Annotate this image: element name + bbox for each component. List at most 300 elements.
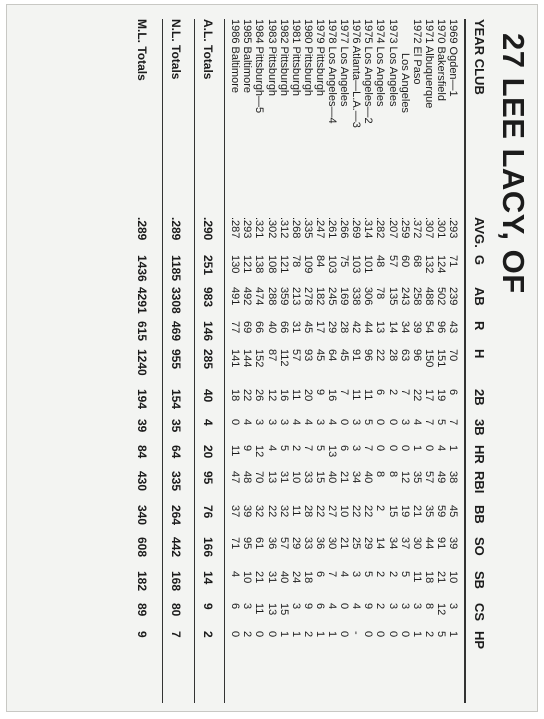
cell-hp: 1 xyxy=(313,631,326,638)
cell-sb: 31 xyxy=(265,571,278,584)
cell-r: 66 xyxy=(253,321,266,334)
cell-2b: 12 xyxy=(265,389,278,402)
total-g: 251 xyxy=(201,255,215,276)
cell-h: 22 xyxy=(374,349,387,362)
cell-sb: 10 xyxy=(447,571,459,584)
cell-h: 64 xyxy=(326,349,339,362)
cell-ab: 169 xyxy=(338,287,351,306)
cell-so: 30 xyxy=(410,537,423,550)
cell-rbi: 15 xyxy=(313,471,326,484)
cell-ab: 474 xyxy=(253,287,266,306)
cell-cs: 6 xyxy=(313,603,326,610)
cell-rbi: 70 xyxy=(253,471,266,484)
cell-avg: .302 xyxy=(265,217,278,239)
cell-avg: .268 xyxy=(289,217,302,239)
total-bb: 340 xyxy=(135,505,149,526)
cell-hr: 4 xyxy=(265,445,278,452)
cell-2b: 11 xyxy=(289,389,302,401)
cell-3b: 3 xyxy=(253,419,266,426)
total-rbi: 335 xyxy=(169,471,183,492)
cell-so: 34 xyxy=(386,537,399,550)
header-g: G xyxy=(472,255,487,266)
cell-hp: 0 xyxy=(362,631,375,638)
cell-year-club: 1986 Baltimore xyxy=(229,19,242,93)
cell-g: 132 xyxy=(422,255,435,274)
cell-cs: 3 xyxy=(410,603,423,610)
cell-sb: 18 xyxy=(301,571,314,584)
header-avg: AVG. xyxy=(472,217,487,248)
cell-ab: 359 xyxy=(277,287,290,306)
cell-avg: .293 xyxy=(447,217,459,239)
cell-rbi: 8 xyxy=(374,471,387,478)
cell-rbi: 38 xyxy=(447,471,459,484)
cell-hp: 2 xyxy=(241,631,254,638)
table-row xyxy=(362,19,374,703)
header-2b: 2B xyxy=(472,389,487,406)
total-2b: 40 xyxy=(201,389,215,403)
cell-hr: 5 xyxy=(313,445,326,452)
cell-bb: 22 xyxy=(313,505,326,518)
cell-3b: 5 xyxy=(434,419,447,426)
header-r: R xyxy=(472,321,487,331)
cell-g: 68 xyxy=(410,255,423,268)
cell-ab: 135 xyxy=(386,287,399,306)
cell-hr: 12 xyxy=(253,445,266,458)
cell-year-club: 1969 Ogden—1 xyxy=(447,19,459,97)
cell-bb: 32 xyxy=(253,505,266,518)
total-avg: .289 xyxy=(169,217,183,241)
cell-year-club: 1972 El Paso xyxy=(410,19,423,85)
cell-rbi: 49 xyxy=(434,471,447,484)
cell-3b: 0 xyxy=(338,419,351,426)
cell-rbi: 34 xyxy=(350,471,363,484)
cell-g: 130 xyxy=(229,255,242,274)
total-3b: 39 xyxy=(135,419,149,433)
cell-year-club: 1971 Albuquerque xyxy=(422,19,435,109)
cell-rbi: 31 xyxy=(277,471,290,484)
cell-hr: 1 xyxy=(410,445,423,452)
table-row xyxy=(423,19,435,703)
cell-bb: 32 xyxy=(277,505,290,518)
cell-avg: .269 xyxy=(350,217,363,239)
table-row xyxy=(253,19,265,703)
cell-rbi: 40 xyxy=(326,471,339,484)
cell-avg: .301 xyxy=(434,217,447,239)
cell-sb: 18 xyxy=(422,571,435,584)
cell-sb: 7 xyxy=(326,571,339,578)
cell-3b: 4 xyxy=(410,419,423,426)
cell-3b: 5 xyxy=(362,419,375,426)
totals-row xyxy=(167,19,183,703)
total-year-club: A.L. Totals xyxy=(201,19,215,80)
cell-ab: 278 xyxy=(301,287,314,306)
cell-h: 144 xyxy=(241,349,254,368)
cell-g: 109 xyxy=(301,255,314,274)
table-row xyxy=(290,19,302,703)
total-sb: 168 xyxy=(169,571,183,592)
cell-avg: .282 xyxy=(374,217,387,239)
total-3b: 4 xyxy=(201,419,215,426)
cell-h: 57 xyxy=(289,349,302,362)
total-h: 285 xyxy=(201,349,215,370)
cell-hr: 4 xyxy=(434,445,447,452)
total-so: 442 xyxy=(169,537,183,558)
cell-hr: 13 xyxy=(326,445,339,458)
cell-ab: 239 xyxy=(447,287,459,306)
totals-row xyxy=(199,19,215,703)
table-row xyxy=(241,19,253,703)
cell-r: 40 xyxy=(265,321,278,334)
cell-cs: 13 xyxy=(265,603,278,616)
cell-rbi: 12 xyxy=(398,471,411,484)
cell-3b: 3 xyxy=(350,419,363,426)
cell-3b: 4 xyxy=(289,419,302,426)
cell-cs: 11 xyxy=(253,603,266,615)
total-hp: 2 xyxy=(201,631,215,638)
cell-hr: 0 xyxy=(422,445,435,452)
cell-cs: 3 xyxy=(241,603,254,610)
cell-so: 29 xyxy=(362,537,375,550)
cell-2b: 7 xyxy=(398,389,411,396)
total-ab: 3308 xyxy=(169,287,183,314)
cell-bb: 2 xyxy=(374,505,387,512)
header-hp: HP xyxy=(472,631,487,650)
table-row xyxy=(266,19,278,703)
cell-2b: 11 xyxy=(350,389,363,401)
cell-avg: .247 xyxy=(313,217,326,239)
cell-g: 121 xyxy=(277,255,290,274)
total-sb: 14 xyxy=(201,571,215,585)
cell-g: 108 xyxy=(265,255,278,274)
cell-avg: .321 xyxy=(253,217,266,239)
player-title: 27 LEE LACY, OF xyxy=(496,33,531,294)
cell-so: 33 xyxy=(301,537,314,550)
cell-bb: 22 xyxy=(362,505,375,518)
cell-year-club: 1978 Los Angeles—4 xyxy=(326,19,339,124)
cell-bb: 11 xyxy=(289,505,302,517)
header-cs: CS xyxy=(472,603,487,622)
cell-rbi: 48 xyxy=(241,471,254,484)
total-2b: 154 xyxy=(169,389,183,410)
total-r: 615 xyxy=(135,321,149,342)
cell-hp: 5 xyxy=(434,631,447,638)
total-2b: 194 xyxy=(135,389,149,410)
cell-hp: 0 xyxy=(374,631,387,638)
cell-g: 84 xyxy=(313,255,326,268)
cell-ab: 488 xyxy=(422,287,435,306)
cell-sb: 10 xyxy=(241,571,254,584)
cell-cs: 9 xyxy=(301,603,314,610)
total-g: 1185 xyxy=(169,255,183,282)
cell-cs: 4 xyxy=(350,603,363,610)
cell-sb: 2 xyxy=(374,571,387,578)
cell-sb: 24 xyxy=(289,571,302,584)
table-row xyxy=(435,19,447,703)
total-bb: 76 xyxy=(201,505,215,519)
table-row xyxy=(229,19,241,703)
cell-r: 13 xyxy=(374,321,387,334)
cell-hr: 0 xyxy=(398,445,411,452)
cell-3b: 7 xyxy=(422,419,435,426)
cell-cs: 8 xyxy=(422,603,435,610)
cell-so: 61 xyxy=(253,537,266,550)
cell-hp: 1 xyxy=(447,631,459,638)
cell-2b: 6 xyxy=(374,389,387,396)
total-sb: 182 xyxy=(135,571,149,592)
cell-r: 54 xyxy=(422,321,435,334)
totals-rule-1 xyxy=(224,19,225,703)
cell-hr: 1 xyxy=(447,445,459,452)
header-bb: BB xyxy=(472,505,487,524)
cell-avg: .312 xyxy=(277,217,290,239)
cell-bb: 39 xyxy=(241,505,254,518)
total-r: 469 xyxy=(169,321,183,342)
cell-ab: 78 xyxy=(374,287,387,300)
cell-bb: 45 xyxy=(447,505,459,518)
cell-sb: 2 xyxy=(386,571,399,578)
cell-h: 63 xyxy=(398,349,411,362)
cell-sb: 3 xyxy=(350,571,363,578)
cell-year-club: 1981 Pittsburgh xyxy=(289,19,302,97)
cell-3b: 0 xyxy=(374,419,387,426)
cell-so: 71 xyxy=(229,537,242,550)
cell-h: 112 xyxy=(277,349,290,367)
total-h: 1240 xyxy=(135,349,149,376)
cell-hp: 0 xyxy=(253,631,266,638)
cell-rbi: 35 xyxy=(410,471,423,484)
cell-r: 77 xyxy=(229,321,242,334)
cell-so: 36 xyxy=(265,537,278,550)
total-avg: .290 xyxy=(201,217,215,241)
cell-2b: 17 xyxy=(422,389,435,402)
cell-cs: 0 xyxy=(338,603,351,610)
cell-hp: 1 xyxy=(326,631,339,638)
cell-rbi: 57 xyxy=(422,471,435,484)
cell-hr: 9 xyxy=(241,445,254,452)
cell-hp: 2 xyxy=(301,631,314,638)
table-row xyxy=(350,19,362,703)
cell-h: 87 xyxy=(265,349,278,362)
cell-h: 28 xyxy=(386,349,399,362)
cell-cs: 3 xyxy=(398,603,411,610)
cell-cs: 3 xyxy=(386,603,399,610)
cell-so: 21 xyxy=(338,537,351,550)
cell-ab: 491 xyxy=(229,287,242,306)
cell-ab: 213 xyxy=(289,287,302,306)
header-sb: SB xyxy=(472,571,487,590)
cell-bb: 15 xyxy=(386,505,399,518)
cell-g: 124 xyxy=(434,255,447,274)
cell-h: 91 xyxy=(350,349,363,362)
cell-3b: 3 xyxy=(313,419,326,426)
total-hp: 9 xyxy=(135,631,149,638)
cell-rbi: 40 xyxy=(362,471,375,484)
cell-hr: 0 xyxy=(374,445,387,452)
cell-avg: .259 xyxy=(398,217,411,239)
cell-bb: 37 xyxy=(229,505,242,518)
total-g: 1436 xyxy=(135,255,149,282)
cell-ab: 182 xyxy=(313,287,326,306)
header-hr: HR xyxy=(472,445,487,464)
cell-avg: .287 xyxy=(229,217,242,239)
cell-ab: 338 xyxy=(350,287,363,306)
total-rbi: 95 xyxy=(201,471,215,485)
cell-cs: 6 xyxy=(229,603,242,610)
cell-r: 44 xyxy=(362,321,375,334)
cell-cs: 9 xyxy=(362,603,375,610)
cell-g: 138 xyxy=(253,255,266,274)
cell-hr: 7 xyxy=(362,445,375,452)
cell-avg: .266 xyxy=(338,217,351,239)
cell-so: 29 xyxy=(289,537,302,550)
cell-2b: 9 xyxy=(313,389,326,396)
cell-avg: .307 xyxy=(422,217,435,239)
cell-year-club: 1973 Los Angeles xyxy=(386,19,399,107)
cell-year-club: 1977 Los Angeles xyxy=(338,19,351,107)
table-row xyxy=(386,19,398,703)
cell-2b: 16 xyxy=(326,389,339,402)
total-ab: 4291 xyxy=(135,287,149,314)
total-year-club: N.L. Totals xyxy=(169,19,183,80)
cell-h: 70 xyxy=(447,349,459,362)
totals-row xyxy=(133,19,149,703)
total-so: 166 xyxy=(201,537,215,558)
cell-avg: .261 xyxy=(326,217,339,239)
season-rows xyxy=(229,19,459,703)
total-rbi: 430 xyxy=(135,471,149,492)
cell-3b: 3 xyxy=(277,419,290,426)
cell-hp: 0 xyxy=(386,631,399,638)
cell-so: 91 xyxy=(434,537,447,550)
total-cs: 80 xyxy=(169,603,183,617)
cell-2b: 19 xyxy=(434,389,447,402)
cell-sb: 4 xyxy=(338,571,351,578)
cell-hp: 2 xyxy=(422,631,435,638)
header-3b: 3B xyxy=(472,419,487,436)
cell-avg: .335 xyxy=(301,217,314,239)
cell-bb: 22 xyxy=(350,505,363,518)
cell-sb: 6 xyxy=(313,571,326,578)
cell-2b: 6 xyxy=(447,389,459,396)
cell-year-club: 1983 Pittsburgh xyxy=(265,19,278,97)
cell-3b: 4 xyxy=(241,419,254,426)
cell-ab: 288 xyxy=(265,287,278,306)
cell-hr: 2 xyxy=(289,445,302,452)
header-rule xyxy=(464,19,466,703)
cell-3b: 3 xyxy=(398,419,411,426)
cell-year-club: 1980 Pittsburgh xyxy=(301,19,314,97)
cell-year-club: 1974 Los Angeles xyxy=(374,19,387,107)
cell-hp: 0 xyxy=(265,631,278,638)
cell-ab: 243 xyxy=(398,287,411,306)
cell-so: 37 xyxy=(398,537,411,550)
cell-r: 28 xyxy=(338,321,351,334)
total-hp: 7 xyxy=(169,631,183,638)
cell-2b: 22 xyxy=(410,389,423,402)
cell-h: 96 xyxy=(362,349,375,362)
cell-sb: 21 xyxy=(253,571,266,584)
totals-rule xyxy=(194,19,195,703)
totals-rule xyxy=(162,19,163,703)
baseball-card-back xyxy=(6,4,538,712)
total-year-club: M.L. Totals xyxy=(135,19,149,81)
total-ab: 983 xyxy=(201,287,215,308)
cell-g: 60 xyxy=(398,255,411,268)
cell-2b: 22 xyxy=(241,389,254,402)
cell-bb: 59 xyxy=(434,505,447,518)
cell-cs: 12 xyxy=(434,603,447,616)
cell-h: 150 xyxy=(422,349,435,368)
total-r: 146 xyxy=(201,321,215,342)
cell-2b: 16 xyxy=(277,389,290,402)
total-cs: 89 xyxy=(135,603,149,617)
cell-avg: .207 xyxy=(386,217,399,239)
cell-year-club: 1984 Pittsburgh—5 xyxy=(253,19,266,114)
cell-hr: 5 xyxy=(277,445,290,452)
cell-so: 30 xyxy=(326,537,339,550)
cell-year-club: 1976 Atlanta—L.A.—3 xyxy=(350,19,363,128)
cell-r: 29 xyxy=(326,321,339,334)
total-hr: 84 xyxy=(135,445,149,459)
cell-ab: 245 xyxy=(326,287,339,306)
cell-ab: 502 xyxy=(434,287,447,306)
cell-h: 141 xyxy=(229,349,242,368)
cell-2b: 26 xyxy=(253,389,266,402)
stats-header xyxy=(465,19,487,703)
cell-so: 36 xyxy=(313,537,326,550)
total-cs: 9 xyxy=(201,603,215,610)
cell-r: 66 xyxy=(277,321,290,334)
cell-r: 34 xyxy=(398,321,411,334)
cell-rbi: 33 xyxy=(301,471,314,484)
cell-hr: 3 xyxy=(350,445,363,452)
cell-r: 31 xyxy=(289,321,302,334)
cell-2b: 2 xyxy=(386,389,399,396)
cell-hr: 11 xyxy=(229,445,242,457)
cell-g: 71 xyxy=(447,255,459,268)
cell-so: 95 xyxy=(241,537,254,550)
cell-2b: 11 xyxy=(362,389,375,401)
header-h: H xyxy=(472,349,487,359)
cell-r: 45 xyxy=(301,321,314,334)
cell-ab: 492 xyxy=(241,287,254,306)
table-row xyxy=(326,19,338,703)
cell-bb: 28 xyxy=(301,505,314,518)
cell-sb: 5 xyxy=(398,571,411,578)
cell-3b: 0 xyxy=(386,419,399,426)
cell-sb: 5 xyxy=(362,571,375,578)
cell-so: 14 xyxy=(374,537,387,550)
cell-g: 103 xyxy=(326,255,339,274)
cell-2b: 18 xyxy=(229,389,242,402)
cell-hp: - xyxy=(350,631,363,635)
cell-year-club: 1979 Pittsburgh xyxy=(313,19,326,97)
cell-year-club: Los Angeles xyxy=(398,53,411,113)
cell-h: 45 xyxy=(313,349,326,362)
total-so: 608 xyxy=(135,537,149,558)
cell-hp: 0 xyxy=(229,631,242,638)
table-row xyxy=(399,19,411,703)
cell-avg: .372 xyxy=(410,217,423,239)
cell-g: 57 xyxy=(386,255,399,268)
cell-ab: 258 xyxy=(410,287,423,306)
total-3b: 35 xyxy=(169,419,183,433)
table-row xyxy=(338,19,350,703)
cell-r: 39 xyxy=(410,321,423,334)
cell-h: 93 xyxy=(301,349,314,362)
cell-bb: 27 xyxy=(326,505,339,518)
total-bb: 264 xyxy=(169,505,183,526)
